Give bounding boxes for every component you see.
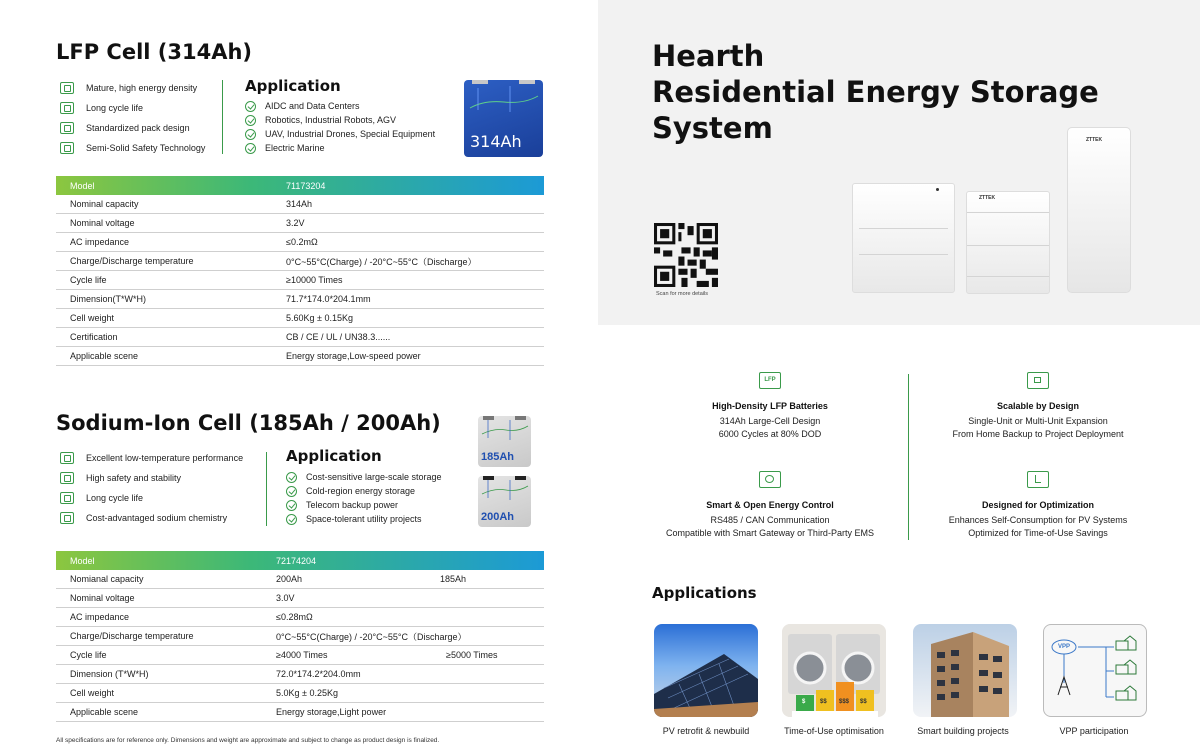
- table-header: Model 71173204: [56, 176, 544, 195]
- solar-roof-graphic: [654, 624, 758, 717]
- vpp-image: [1043, 624, 1147, 717]
- table-row: Cycle life ≥10000 Times: [56, 271, 544, 290]
- smart-building-image: [913, 624, 1017, 717]
- sodium-title: Sodium-Ion Cell (185Ah / 200Ah): [56, 411, 441, 435]
- cell-label: 200Ah: [481, 511, 515, 523]
- building-graphic: [913, 624, 1017, 717]
- application-item: Cold-region energy storage: [286, 484, 442, 498]
- hero-title-line2: Residential Energy Storage System: [652, 75, 1099, 145]
- washer-graphic: [782, 624, 886, 717]
- sodium-feature: Long cycle life: [60, 488, 243, 508]
- table-row: Applicable scene Energy storage,Low-speed power: [56, 347, 544, 366]
- hero-panel: [598, 0, 1200, 325]
- cycle-icon: [60, 492, 74, 504]
- sodium-spec-table: [56, 551, 544, 722]
- sodium-application-list: [286, 470, 442, 526]
- time-of-use-image: [782, 624, 886, 717]
- energy-control-icon: [759, 471, 781, 488]
- lfp-title: LFP Cell (314Ah): [56, 40, 253, 64]
- application-item: Space-tolerant utility projects: [286, 512, 442, 526]
- application-label: VPP participation: [1059, 726, 1129, 736]
- application-label: PV retrofit & newbuild: [662, 726, 750, 736]
- divider: [222, 80, 223, 154]
- check-icon: [286, 472, 297, 483]
- table-row: Certification CB / CE / UL / UN38.3......: [56, 328, 544, 347]
- shield-icon: [60, 142, 74, 154]
- check-icon: [245, 115, 256, 126]
- table-row: Nominal capacity 314Ah: [56, 195, 544, 214]
- sodium-feature-list: [60, 448, 243, 528]
- tou-label: $$$: [839, 699, 850, 705]
- divider: [266, 452, 267, 526]
- sodium-feature: Excellent low-temperature performance: [60, 448, 243, 468]
- lfp-feature: Mature, high energy density: [60, 78, 205, 98]
- table-row: Nominal voltage 3.2V: [56, 214, 544, 233]
- application-item: Cost-sensitive large-scale storage: [286, 470, 442, 484]
- cell-label: 185Ah: [481, 451, 515, 463]
- table-row: Applicable scene Energy storage,Light power: [56, 703, 544, 722]
- cell-label: 314Ah: [470, 132, 522, 151]
- sodium-application-title: Application: [286, 447, 382, 465]
- tou-label: $$: [820, 699, 827, 705]
- check-icon: [245, 143, 256, 154]
- cost-icon: [60, 512, 74, 524]
- storage-unit-medium: [966, 191, 1050, 294]
- lfp-feature: Long cycle life: [60, 98, 205, 118]
- table-row: Nominal voltage 3.0V: [56, 589, 544, 608]
- divider: [908, 374, 909, 540]
- storage-unit-tower: [1067, 127, 1131, 293]
- check-icon: [245, 129, 256, 140]
- application-item: Robotics, Industrial Robots, AGV: [245, 113, 435, 127]
- sodium-feature: Cost-advantaged sodium chemistry: [60, 508, 243, 528]
- lfp-cell-image: [464, 80, 543, 157]
- check-icon: [245, 101, 256, 112]
- table-row: Dimension (T*W*H) 72.0*174.2*204.0mm: [56, 665, 544, 684]
- qr-caption: Scan for more details: [656, 291, 708, 297]
- cycle-icon: [60, 102, 74, 114]
- optimization-icon: [1027, 471, 1049, 488]
- table-row: Dimension(T*W*H) 71.7*174.0*204.1mm: [56, 290, 544, 309]
- check-icon: [286, 486, 297, 497]
- qr-code-icon: [654, 223, 718, 287]
- lfp-application-title: Application: [245, 77, 341, 95]
- brand-logo: ZTTEK: [1086, 137, 1103, 143]
- scalable-icon: [1027, 372, 1049, 389]
- tou-label: $$: [860, 699, 867, 705]
- application-item: Electric Marine: [245, 141, 435, 155]
- application-label: Time-of-Use optimisation: [784, 726, 884, 736]
- table-row: Charge/Discharge temperature 0°C~55°C(Charge) / -20°C~55°C（Discharge）: [56, 627, 544, 646]
- vpp-diagram: [1044, 625, 1147, 717]
- power-icon: [936, 188, 939, 191]
- sodium-cell-200-image: [478, 476, 531, 527]
- table-row: Cycle life ≥4000 Times ≥5000 Times: [56, 646, 544, 665]
- lfp-feature: Semi-Solid Safety Technology: [60, 138, 205, 158]
- feature-card: LFP High-Density LFP Batteries 314Ah Large-Cell Design 6000 Cycles at 80% DOD: [650, 372, 890, 441]
- application-item: Telecom backup power: [286, 498, 442, 512]
- footnote: All specifications are for reference only. Dimensions and weight are approximate and subject to change as product design is finalized.: [56, 737, 440, 744]
- check-icon: [286, 514, 297, 525]
- lfp-spec-table: [56, 176, 544, 366]
- check-icon: [286, 500, 297, 511]
- thermometer-icon: [60, 452, 74, 464]
- hero-title-line1: Hearth: [652, 39, 765, 73]
- table-header: Model 72174204: [56, 551, 544, 570]
- table-row: Nomianal capacity 200Ah 185Ah: [56, 570, 544, 589]
- table-row: Cell weight 5.0Kg ± 0.25Kg: [56, 684, 544, 703]
- pv-retrofit-image: [654, 624, 758, 717]
- feature-card: Scalable by Design Single-Unit or Multi-Unit Expansion From Home Backup to Project Deployment: [918, 372, 1158, 441]
- table-row: AC impedance ≤0.28mΩ: [56, 608, 544, 627]
- lfp-application-list: [245, 99, 435, 155]
- application-label: Smart building projects: [917, 726, 1009, 736]
- vpp-label: VPP: [1058, 644, 1071, 650]
- application-item: AIDC and Data Centers: [245, 99, 435, 113]
- shield-icon: [60, 472, 74, 484]
- applications-title: Applications: [652, 584, 757, 602]
- lfp-battery-icon: LFP: [759, 372, 781, 389]
- sodium-cell-185-image: [478, 416, 531, 467]
- table-row: AC impedance ≤0.2mΩ: [56, 233, 544, 252]
- tou-label: $: [802, 699, 806, 705]
- brand-logo: ZTTEK: [979, 195, 996, 201]
- application-item: UAV, Industrial Drones, Special Equipment: [245, 127, 435, 141]
- table-row: Charge/Discharge temperature 0°C~55°C(Charge) / -20°C~55°C（Discharge）: [56, 252, 544, 271]
- storage-unit-large: [852, 183, 955, 293]
- feature-card: Designed for Optimization Enhances Self-Consumption for PV Systems Optimized for Time-of-Use Savings: [918, 471, 1158, 540]
- chart-icon: [60, 82, 74, 94]
- lfp-feature: Standardized pack design: [60, 118, 205, 138]
- sodium-feature: High safety and stability: [60, 468, 243, 488]
- lfp-feature-list: [60, 78, 205, 158]
- feature-card: Smart & Open Energy Control RS485 / CAN Communication Compatible with Smart Gateway or Third-Party EMS: [650, 471, 890, 540]
- table-row: Cell weight 5.60Kg ± 0.15Kg: [56, 309, 544, 328]
- pack-icon: [60, 122, 74, 134]
